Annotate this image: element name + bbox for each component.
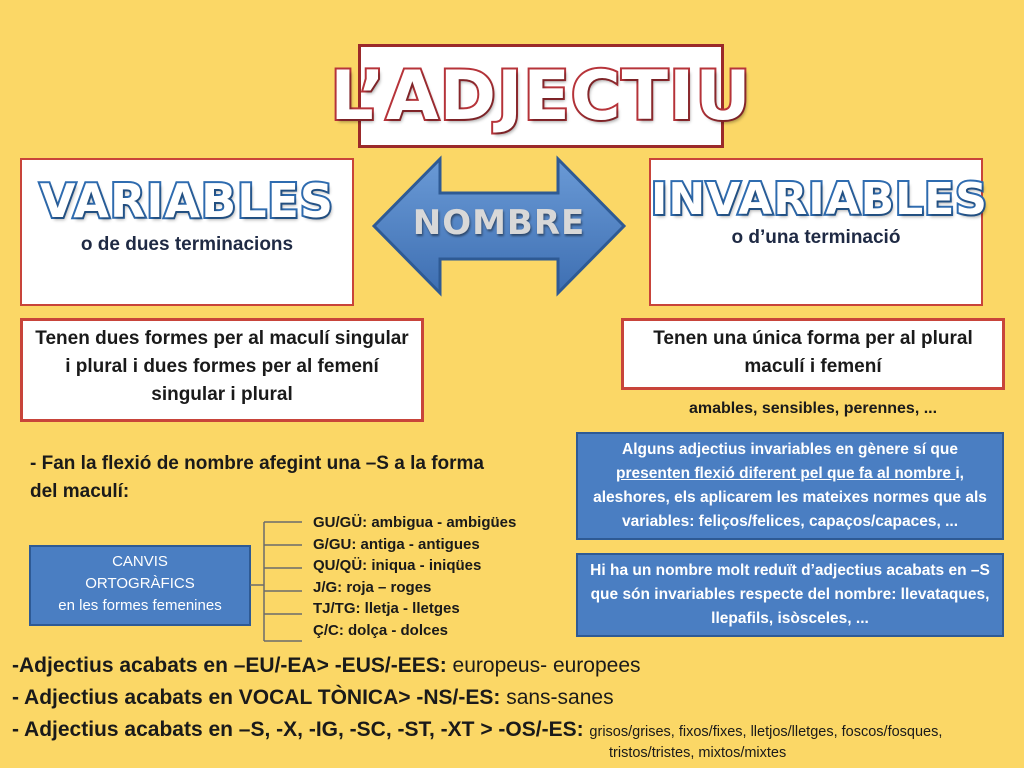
list-item: Ç/C: dolça - dolces — [313, 621, 449, 639]
list-item: J/G: roja – roges — [313, 578, 432, 596]
bracket-connector — [250, 515, 310, 645]
canvis-line-2: ORTOGRÀFICS — [85, 575, 195, 592]
bottom-rule-1-bold: -Adjectius acabats en –EU/-EA> -EUS/-EES: — [12, 654, 453, 677]
note-1-text-underlined: presenten flexió diferent pel que fa al nombre — [616, 465, 956, 482]
bottom-rule-3-example-1: grisos/grises, fixos/fixes, lletjos/lletges, foscos/fosques, — [589, 724, 943, 740]
variables-subheading: o de dues terminacions — [80, 234, 294, 255]
bottom-rule-2-example: sans-sanes — [506, 686, 614, 709]
orthographic-changes-list — [313, 512, 573, 641]
list-item: G/GU: antiga - antigues — [313, 535, 480, 553]
variables-heading: VARIABLES — [39, 174, 335, 228]
invariables-description: Tenen una única forma per al plural maculí i femení — [621, 318, 1005, 390]
note-1-text-b: i, aleshores, els aplicarem les mateixes normes que als variables: feliços/felices, capaços/capaces, ... — [593, 465, 987, 530]
title-box — [330, 44, 752, 148]
list-item: TJ/TG: lletja - lletges — [313, 600, 460, 617]
invariables-box — [649, 158, 988, 306]
invariables-subheading: o d’una terminació — [731, 227, 901, 248]
list-item: GU/GÜ: ambigua - ambigües — [313, 514, 517, 531]
list-item: QU/QÜ: iniqua - iniqües — [313, 557, 482, 574]
canvis-ortografics-box — [29, 545, 251, 626]
bottom-rules — [12, 650, 1017, 748]
invariables-examples: amables, sensibles, perennes, ... — [688, 400, 938, 417]
page-title: L’ADJECTIU — [330, 56, 752, 136]
note-1-text-a: Alguns adjectius invariables en gènere sí que — [622, 441, 958, 458]
invariables-note-2: Hi ha un nombre molt reduït d’adjectius acabats en –S que són invariables respecte del nombre: llevataques, llepafils, isòsceles, ... — [576, 553, 1004, 637]
invariables-heading: INVARIABLES — [651, 174, 988, 225]
arrow-label: NOMBRE — [412, 203, 586, 243]
bottom-rule-1-example: europeus- europees — [452, 654, 641, 677]
bottom-rule-1 — [12, 650, 1017, 682]
variables-box — [20, 158, 354, 306]
bottom-rule-3 — [12, 714, 1017, 748]
variables-description: Tenen dues formes per al maculí singular i plural i dues formes per al femení singular i plural — [20, 318, 424, 422]
bottom-rule-2-bold: - Adjectius acabats en VOCAL TÒNICA> -NS/-ES: — [12, 686, 507, 709]
variables-rule: - Fan la flexió de nombre afegint una –S a la forma del maculí: — [30, 453, 484, 502]
bottom-rule-3-example-2: tristos/tristes, mixtos/mixtes — [609, 745, 787, 761]
canvis-line-3: en les formes femenines — [58, 597, 222, 614]
canvis-line-1: CANVIS — [112, 553, 168, 570]
bottom-rule-3-bold: - Adjectius acabats en –S, -X, -IG, -SC, -ST, -XT > -OS/-ES: — [12, 718, 590, 741]
bottom-rule-2 — [12, 682, 1017, 714]
invariables-note-1 — [576, 432, 1004, 540]
